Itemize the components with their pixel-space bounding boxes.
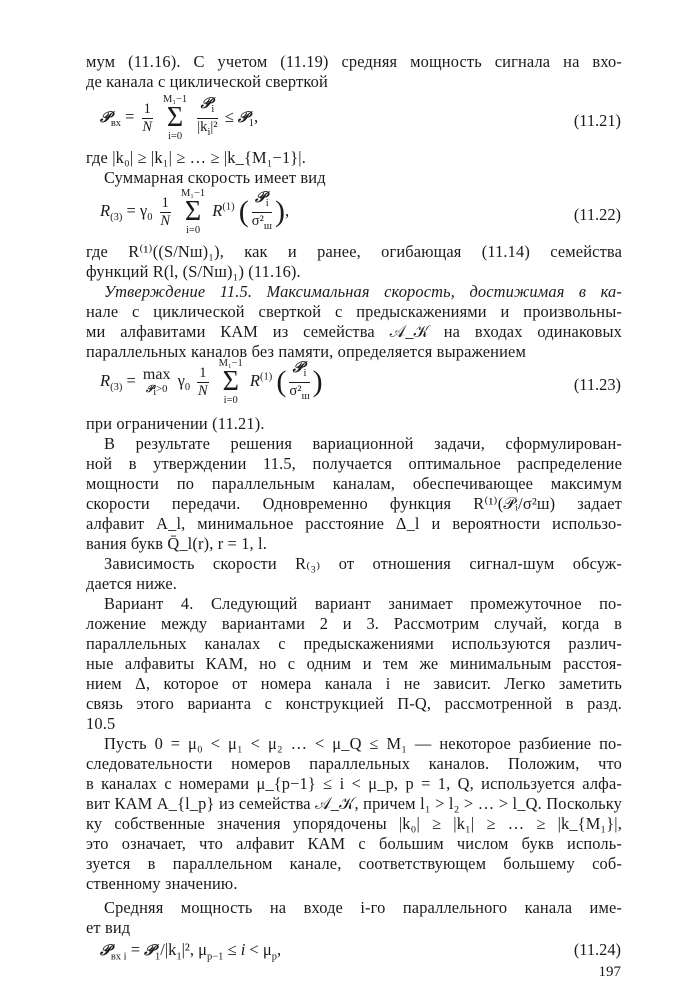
equation-number: (11.24) (573, 940, 621, 959)
page-number: 197 (598, 964, 621, 980)
text-line: ные алфавиты КАМ, но с одним и тем же минимальным расстоя- (86, 654, 622, 673)
text-line: параллельных каналов без памяти, определяется выражением (86, 342, 526, 361)
text-line: алфавит A_l, минимальное расстояние Δ_l и вероятности использо- (86, 514, 622, 533)
equation-11-22: $R_{(3)} = \gamma_0$ $\frac{1}{N}$ M₁−1 Σ i=0 $R^{(1)}$ ( $\frac{𝒫_i}{\sigma^2_ш}$ ), (100, 188, 290, 236)
text-line: где R⁽¹⁾((S/Nш)₁), как и ранее, огибающая (11.14) семейства (86, 242, 622, 261)
text-line: ет вид (86, 918, 131, 937)
text-line: Средняя мощность на входе i-го параллельного канала име- (104, 898, 622, 917)
text-line: где |k₀| ≥ |k₁| ≥ … ≥ |k_{M₁−1}|. (86, 148, 306, 167)
text-line: 10.5 (86, 714, 116, 733)
text-line: Суммарная скорость имеет вид (104, 168, 326, 187)
text-line: нале с циклической сверткой с предыскажениями и произвольны- (86, 302, 622, 321)
text-line: Утверждение 11.5. Максимальная скорость, достижимая в ка- (104, 282, 622, 301)
text-line: ной в утверждении 11.5, получается оптимальное распределение (86, 454, 622, 473)
text-line: Вариант 4. Следующий вариант занимает промежуточное по- (104, 594, 622, 613)
text-line: следовательности номеров параллельных каналов. Положим, что (86, 754, 622, 773)
text-line: связь этого варианта с конструкцией П-Q, рассмотренной в разд. (86, 694, 622, 713)
text-line: это означает, что алфавит КАМ с большим числом букв исполь- (86, 834, 622, 853)
text-line: ственному значению. (86, 874, 238, 893)
equation-11-21: 𝒫$_{вх}$ = $\frac{1}{N}$ M₁−1 Σ i=0 $\frac{𝒫_i}{|k_i|^2}$ ≤ 𝒫$_1$, (100, 94, 259, 142)
text-line: мощности по параллельным каналам, обеспечивающее максимум (86, 474, 622, 493)
text-line: скорости передачи. Одновременно функция R⁽¹⁾(𝒫ᵢ/σ²ш) задает (86, 494, 622, 513)
text-line: в каналах с номерами μ_{p−1} ≤ i < μ_p, p = 1, Q, используется алфа- (86, 774, 622, 793)
equation-11-23: $R_{(3)}$ = max 𝒫$_i$>0 $\gamma_0$ $\frac{1}{N}$ M₁−1 Σ i=0 $R^{(1)}$ ( $\frac{𝒫_i}{\sigma^2_ш}$ ) (100, 358, 323, 406)
text-line: дается ниже. (86, 574, 177, 593)
text-line: де канала с циклической сверткой (86, 72, 328, 91)
equation-number: (11.21) (573, 111, 621, 130)
text-line: ми алфавитами КАМ из семейства 𝒜_𝒦 на входах одинаковых (86, 322, 622, 341)
text-line: Зависимость скорости R₍₃₎ от отношения сигнал-шум обсуж- (104, 554, 622, 573)
text-line: параллельных каналах с предыскажениями используются различ- (86, 634, 622, 653)
equation-11-24: 𝒫$_{вх i}$ = $𝒫_1/|k_1|^2$, $\mu_{p-1} \le i < \mu_p$, (100, 940, 282, 963)
text-line: вания букв Q̄_l(r), r = 1, l. (86, 534, 267, 553)
text-line: В результате решения вариационной задачи, сформулирован- (104, 434, 622, 453)
text-line: ложение между вариантами 2 и 3. Рассмотрим случай, когда в (86, 614, 622, 633)
text-line: ку собственные значения упорядочены |k₀| ≥ |k₁| ≥ … ≥ |k_{M₁}|, (86, 814, 622, 833)
text-line: функций R(l, (S/Nш)₁) (11.16). (86, 262, 301, 281)
text-line: вит КАМ A_{l_p} из семейства 𝒜_𝒦, причем l₁ > l₂ > … > l_Q. Поскольку (86, 794, 622, 813)
text-line: мум (11.16). С учетом (11.19) средняя мощность сигнала на вхо- (86, 52, 622, 71)
text-line: нием Δ, которое от номера канала i не зависит. Легко заметить (86, 674, 622, 693)
text-line: зуется в параллельном канале, соответствующем большему соб- (86, 854, 622, 873)
text-line: Пусть 0 = μ₀ < μ₁ < μ₂ … < μ_Q ≤ M₁ — некоторое разбиение по- (104, 734, 622, 753)
equation-number: (11.22) (573, 205, 621, 224)
text-line: при ограничении (11.21). (86, 414, 265, 433)
equation-number: (11.23) (573, 375, 621, 394)
